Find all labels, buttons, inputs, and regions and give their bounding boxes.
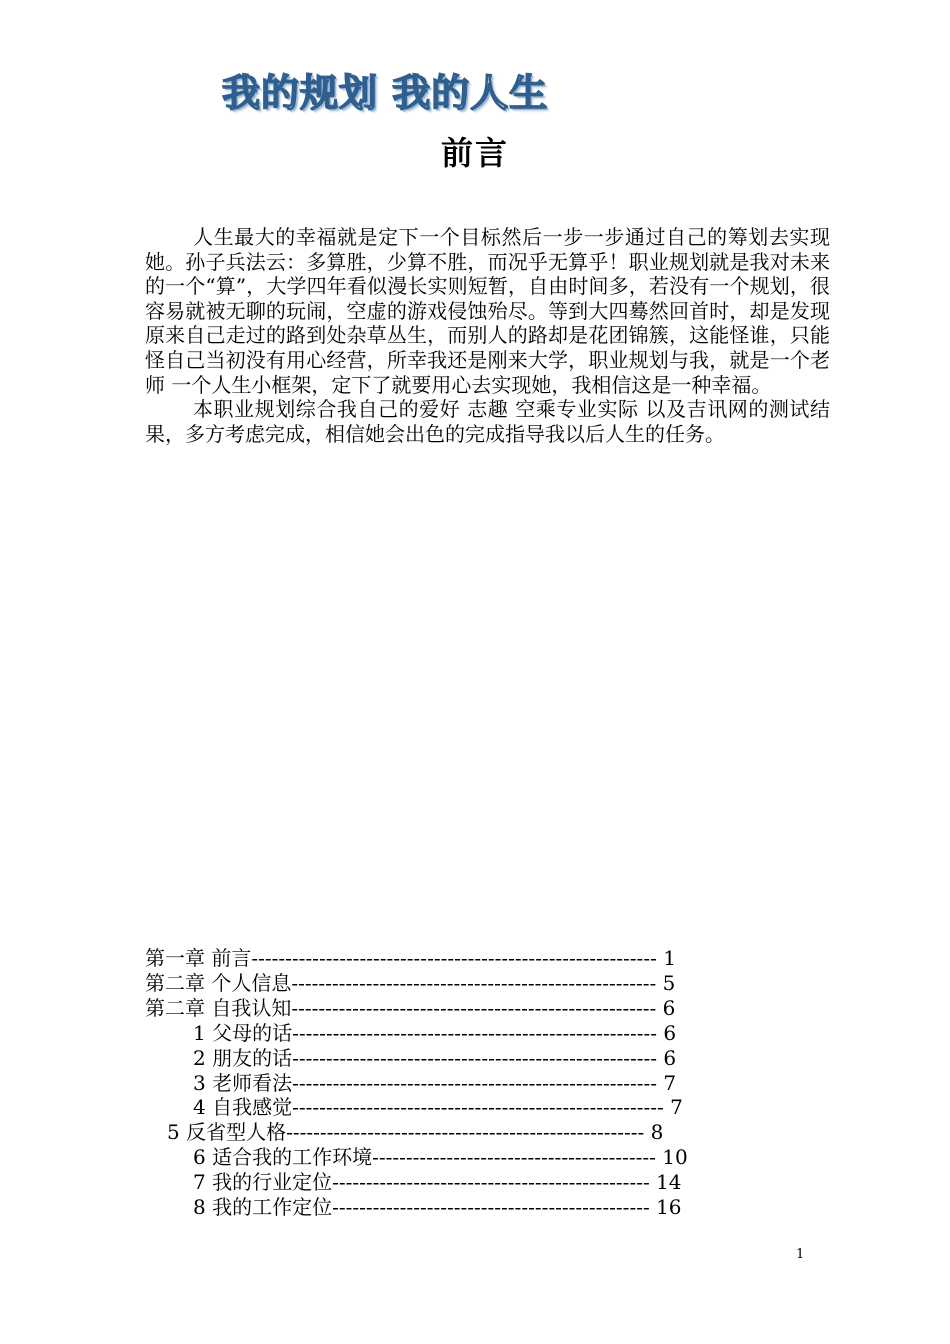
section-heading: 前言	[440, 134, 509, 172]
wordart-title: 我的规划 我的人生	[222, 71, 549, 115]
toc-entry	[145, 1170, 765, 1195]
toc-label: 1 父母的话	[193, 1020, 293, 1045]
toc-leader: ------------------------------------------------------------	[251, 946, 657, 970]
toc-leader: ------------------------------------------	[372, 1145, 656, 1170]
toc-entry	[145, 1120, 765, 1145]
toc-page: 7	[663, 1070, 677, 1095]
paragraph-2: 本职业规划综合我自己的爱好 志趣 空乘专业实际 以及吉讯网的测试结果，多方考虑完成，相信她会出色的完成指导我以后人生的任务。	[145, 397, 830, 446]
toc-label: 7 我的行业定位	[193, 1170, 333, 1195]
toc-page: 10	[662, 1145, 688, 1170]
toc-page: 1	[663, 946, 676, 970]
toc-page: 7	[670, 1095, 683, 1120]
paragraph-1: 人生最大的幸福就是定下一个目标然后一步一步通过自己的筹划去实现她。孙子兵法云：多算胜，少算不胜，而况乎无算乎！职业规划就是我对未来的一个“算”，大学四年看似漫长实则短暂，自由时间多，若没有一个规划，很容易就被无聊的玩闹，空虚的游戏侵蚀殆尽。等到大四蓦然回首时，却是发现原来自己走过的路到处杂草丛生，而别人的路却是花团锦簇，这能怪谁，只能怪自己当初没有用心经营，所幸我还是刚来大学，职业规划与我，就是一个老师 一个人生小框架，定下了就要用心去实现她，我相信这是一种幸福。	[145, 225, 830, 397]
toc-entry	[145, 971, 765, 996]
toc-entry	[145, 1046, 765, 1071]
toc-label: 3 老师看法	[193, 1070, 293, 1095]
toc-label: 2 朋友的话	[193, 1045, 293, 1070]
toc-leader: -----------------------------------------------	[332, 1195, 650, 1220]
page-number: 1	[796, 1247, 805, 1262]
toc-label: 6 适合我的工作环境	[193, 1145, 373, 1170]
toc-leader: -------------------------------------------------------	[292, 1095, 664, 1120]
toc-page: 8	[650, 1120, 664, 1145]
toc-page: 14	[656, 1170, 682, 1195]
toc-label: 8 我的工作定位	[193, 1195, 333, 1220]
toc-entry	[145, 1071, 765, 1096]
toc-entry	[145, 1021, 765, 1046]
toc-leader: -----------------------------------------------	[332, 1170, 650, 1195]
toc-leader: ------------------------------------------------------	[292, 1045, 658, 1070]
toc-leader: ------------------------------------------------------	[291, 970, 657, 995]
toc-entry	[145, 1195, 765, 1220]
toc-leader: ------------------------------------------------------	[292, 1020, 658, 1045]
toc-page: 5	[662, 970, 676, 995]
toc-entry	[145, 946, 765, 971]
toc-page: 16	[656, 1195, 682, 1220]
table-of-contents	[145, 946, 765, 1220]
toc-page: 6	[663, 1020, 677, 1045]
toc-leader: ------------------------------------------------------	[291, 995, 657, 1020]
toc-label: 第一章 前言	[145, 946, 252, 970]
preface-body	[145, 225, 830, 446]
toc-label: 5 反省型人格	[167, 1120, 287, 1145]
toc-leader: ------------------------------------------------------	[292, 1070, 658, 1095]
toc-leader: -----------------------------------------------------	[286, 1120, 645, 1145]
toc-page: 6	[662, 995, 676, 1020]
toc-page: 6	[663, 1045, 677, 1070]
toc-label: 4 自我感觉	[193, 1095, 293, 1120]
toc-entry	[145, 996, 765, 1021]
toc-label: 第二章 个人信息	[145, 970, 292, 995]
toc-entry	[145, 1145, 765, 1170]
toc-entry	[145, 1095, 765, 1120]
toc-label: 第二章 自我认知	[145, 995, 292, 1020]
